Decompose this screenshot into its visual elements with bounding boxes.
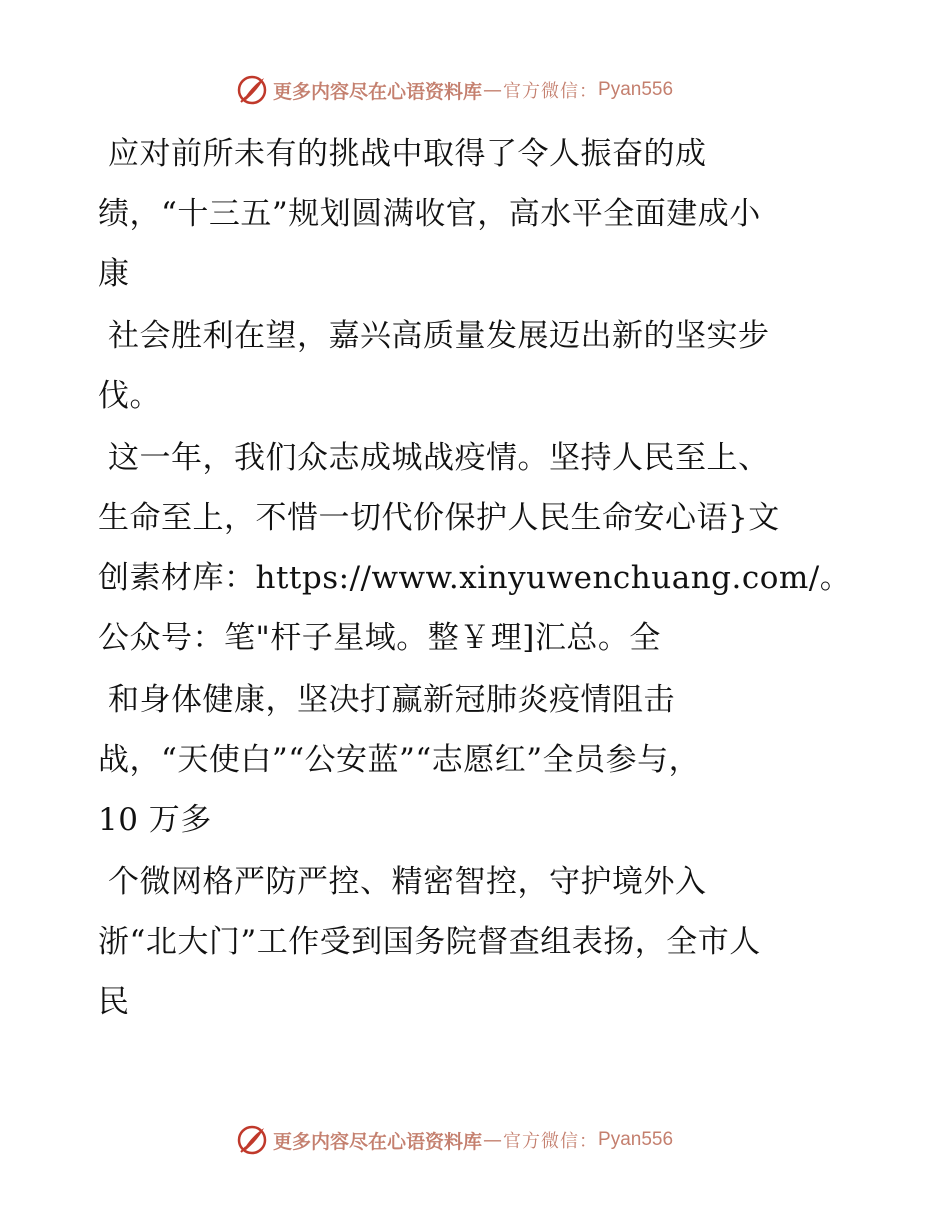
text-line: 10 万多 [98, 802, 212, 838]
text-line: 生命至上，不惜一切代价保护人民生命安心语}文 [98, 500, 780, 536]
text-line: 浙“北大门”工作受到国务院督查组表扬，全市人 [98, 924, 761, 960]
text-line: 应对前所未有的挑战中取得了令人振奋的成 [108, 136, 707, 172]
banner-wechat-id: Pyan556 [598, 79, 674, 100]
paragraph [98, 124, 858, 304]
document-body [98, 124, 858, 1034]
text-line: 绩，“十三五”规划圆满收官，高水平全面建成小 [98, 196, 761, 232]
quill-circle-logo-icon [235, 1123, 269, 1157]
text-line: 社会胜利在望，嘉兴高质量发展迈出新的坚实步 [108, 318, 770, 354]
paragraph [98, 852, 858, 1032]
banner-brand-text: 更多内容尽在心语资料库 [273, 1130, 483, 1153]
text-line: 伐。 [98, 378, 161, 414]
text-line: 公众号：笔"杆子星域。整￥理]汇总。全 [98, 620, 661, 656]
banner-wechat-id: Pyan556 [598, 1129, 674, 1150]
quill-circle-logo-icon [235, 73, 269, 107]
paragraph [98, 428, 858, 668]
footer-banner [235, 1122, 673, 1158]
text-line: 民 [98, 984, 130, 1020]
header-banner [235, 72, 673, 108]
banner-separator: — [483, 79, 503, 101]
text-line: 战，“天使白”“公安蓝”“志愿红”全员参与， [98, 742, 701, 778]
text-line: 创素材库：https://www.xinyuwenchuang.com/。 [98, 560, 852, 596]
text-line: 个微网格严防严控、精密智控，守护境外入 [108, 864, 707, 900]
text-line: 这一年，我们众志成城战疫情。坚持人民至上、 [108, 440, 770, 476]
banner-wechat-label: 官方微信： [503, 81, 599, 102]
banner-brand-text: 更多内容尽在心语资料库 [273, 80, 483, 103]
paragraph [98, 306, 858, 426]
banner-wechat-label: 官方微信： [503, 1131, 599, 1152]
banner-separator: — [483, 1129, 503, 1151]
text-line: 和身体健康，坚决打赢新冠肺炎疫情阻击 [108, 682, 675, 718]
paragraph [98, 670, 858, 850]
text-line: 康 [98, 256, 130, 292]
